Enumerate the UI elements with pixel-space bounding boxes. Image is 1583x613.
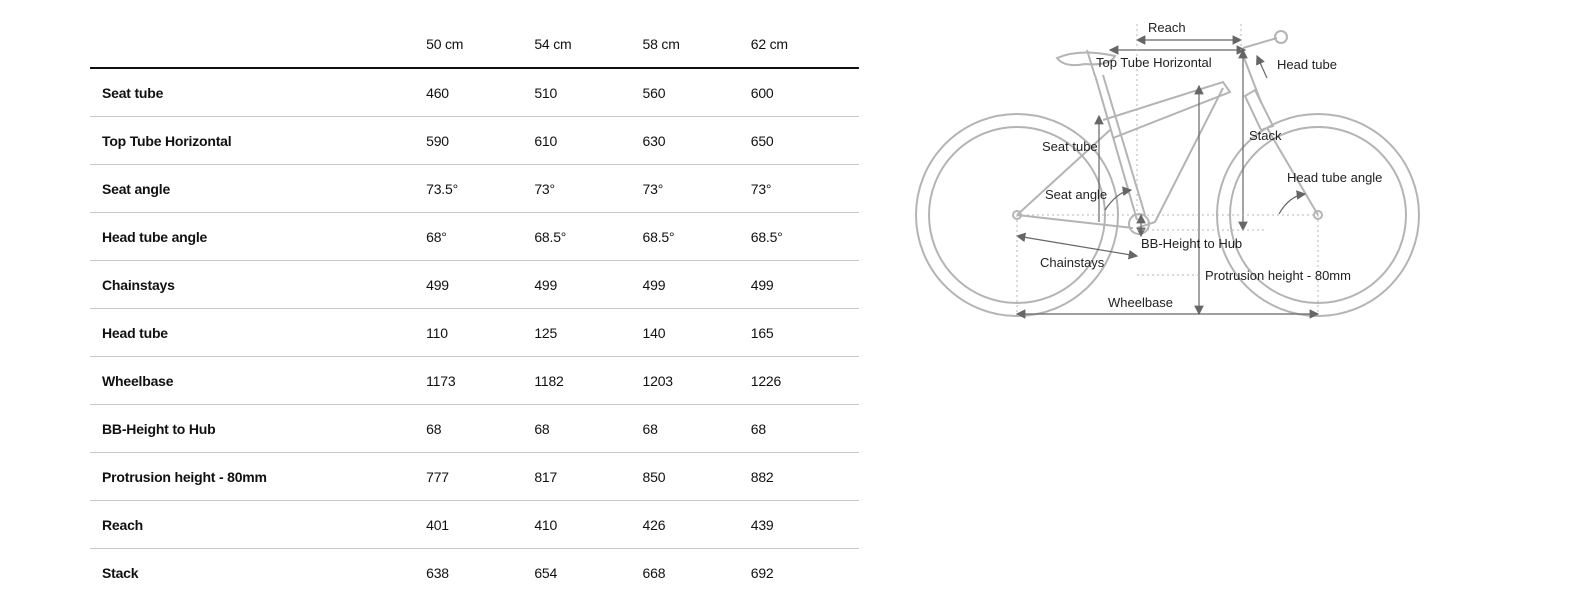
table-cell: 668: [642, 564, 666, 581]
fork-upper: [1245, 90, 1273, 130]
table-row: [90, 357, 859, 405]
table-cell: 68°: [426, 213, 534, 261]
table-cell: 68.5°: [534, 213, 642, 261]
row-label: Head tube: [90, 309, 426, 357]
label-protrusion: Protrusion height - 80mm: [1205, 268, 1351, 283]
table-cell: 439: [751, 501, 859, 549]
table-cell: 410: [534, 501, 642, 549]
label-reach: Reach: [1148, 20, 1186, 35]
table-cell: 499: [426, 261, 534, 309]
table-cell: 499: [751, 261, 859, 309]
table-cell: 630: [643, 117, 751, 165]
row-label: Seat tube: [90, 68, 426, 117]
row-label: Reach: [90, 501, 426, 549]
head-tube-line: [1257, 56, 1267, 78]
size-header-54: 54 cm: [534, 20, 642, 68]
label-bb-height: BB-Height to Hub: [1141, 236, 1243, 251]
handlebar-stem: [1243, 38, 1277, 48]
size-header-50: 50 cm: [426, 20, 534, 68]
header-corner-cell: [90, 20, 426, 68]
table-cell: 125: [534, 309, 642, 357]
table-cell: 68: [426, 405, 534, 453]
size-header-62: 62 cm: [751, 20, 859, 68]
table-cell: 110: [426, 309, 534, 357]
row-label: Seat angle: [90, 165, 426, 213]
bike-geometry-diagram: [905, 10, 1435, 330]
label-seat-tube: Seat tube: [1042, 139, 1098, 154]
row-label: Wheelbase: [90, 357, 426, 405]
table-cell: 68.5°: [751, 213, 859, 261]
table-cell: 510: [534, 68, 642, 117]
label-top-tube: Top Tube Horizontal: [1096, 55, 1212, 70]
table-header-row: [90, 20, 859, 68]
handlebar: [1275, 31, 1287, 43]
table-row: [90, 261, 859, 309]
table-cell: 73°: [751, 165, 859, 213]
table-cell: 692: [750, 564, 774, 581]
label-head-tube: Head tube: [1277, 57, 1337, 72]
table-cell: 610: [534, 117, 642, 165]
table-cell: 560: [643, 68, 751, 117]
label-head-tube-angle: Head tube angle: [1287, 170, 1383, 185]
table-cell: 401: [426, 501, 534, 549]
table-cell: 638: [426, 564, 449, 581]
table-row: [90, 213, 859, 261]
table-cell: 426: [643, 501, 751, 549]
row-label: Head tube angle: [90, 213, 426, 261]
table-cell: 777: [426, 453, 534, 501]
row-label: Protrusion height - 80mm: [90, 453, 426, 501]
table-cell: 68: [751, 405, 859, 453]
table-cell: 165: [751, 309, 859, 357]
label-seat-angle: Seat angle: [1045, 187, 1108, 202]
table-row: [90, 549, 859, 597]
table-cell: 1203: [643, 357, 751, 405]
table-cell: 73°: [534, 165, 642, 213]
geometry-table: [90, 20, 859, 596]
table-cell: 654: [534, 564, 558, 581]
row-label: Chainstays: [90, 261, 426, 309]
table-cell: 817: [534, 453, 642, 501]
table-cell: 68: [534, 405, 642, 453]
seat-post: [1087, 50, 1095, 76]
down-tube: [1137, 88, 1223, 228]
chainstays-line: [1017, 236, 1137, 256]
table-cell: 68.5°: [643, 213, 751, 261]
row-label: Stack: [102, 564, 139, 581]
label-wheelbase: Wheelbase: [1108, 295, 1174, 310]
row-label: BB-Height to Hub: [90, 405, 426, 453]
head-tube-angle-arc: [1279, 194, 1305, 214]
chain-stay: [1017, 215, 1133, 228]
table-cell: 68: [643, 405, 751, 453]
label-stack: Stack: [1249, 128, 1282, 143]
table-cell: 850: [643, 453, 751, 501]
table-row: [90, 68, 859, 117]
table-cell: 73°: [643, 165, 751, 213]
table-row: [90, 165, 859, 213]
table-cell: 140: [643, 309, 751, 357]
table-cell: 1173: [426, 357, 534, 405]
size-header-58: 58 cm: [643, 20, 751, 68]
seat-tube-back: [1103, 75, 1145, 215]
table-row: [90, 453, 859, 501]
table-cell: 499: [534, 261, 642, 309]
table-cell: 590: [426, 117, 534, 165]
table-cell: 73.5°: [426, 165, 534, 213]
table-cell: 499: [643, 261, 751, 309]
table-cell: 600: [751, 68, 859, 117]
table-cell: 460: [426, 68, 534, 117]
table-cell: 650: [751, 117, 859, 165]
row-label: Top Tube Horizontal: [90, 117, 426, 165]
table-cell: 882: [751, 453, 859, 501]
table-row: [90, 501, 859, 549]
table-row: [90, 117, 859, 165]
table-row: [90, 309, 859, 357]
table-cell: 1226: [751, 357, 859, 405]
table-cell: 1182: [534, 357, 642, 405]
table-row: [90, 405, 859, 453]
label-chainstays: Chainstays: [1040, 255, 1105, 270]
